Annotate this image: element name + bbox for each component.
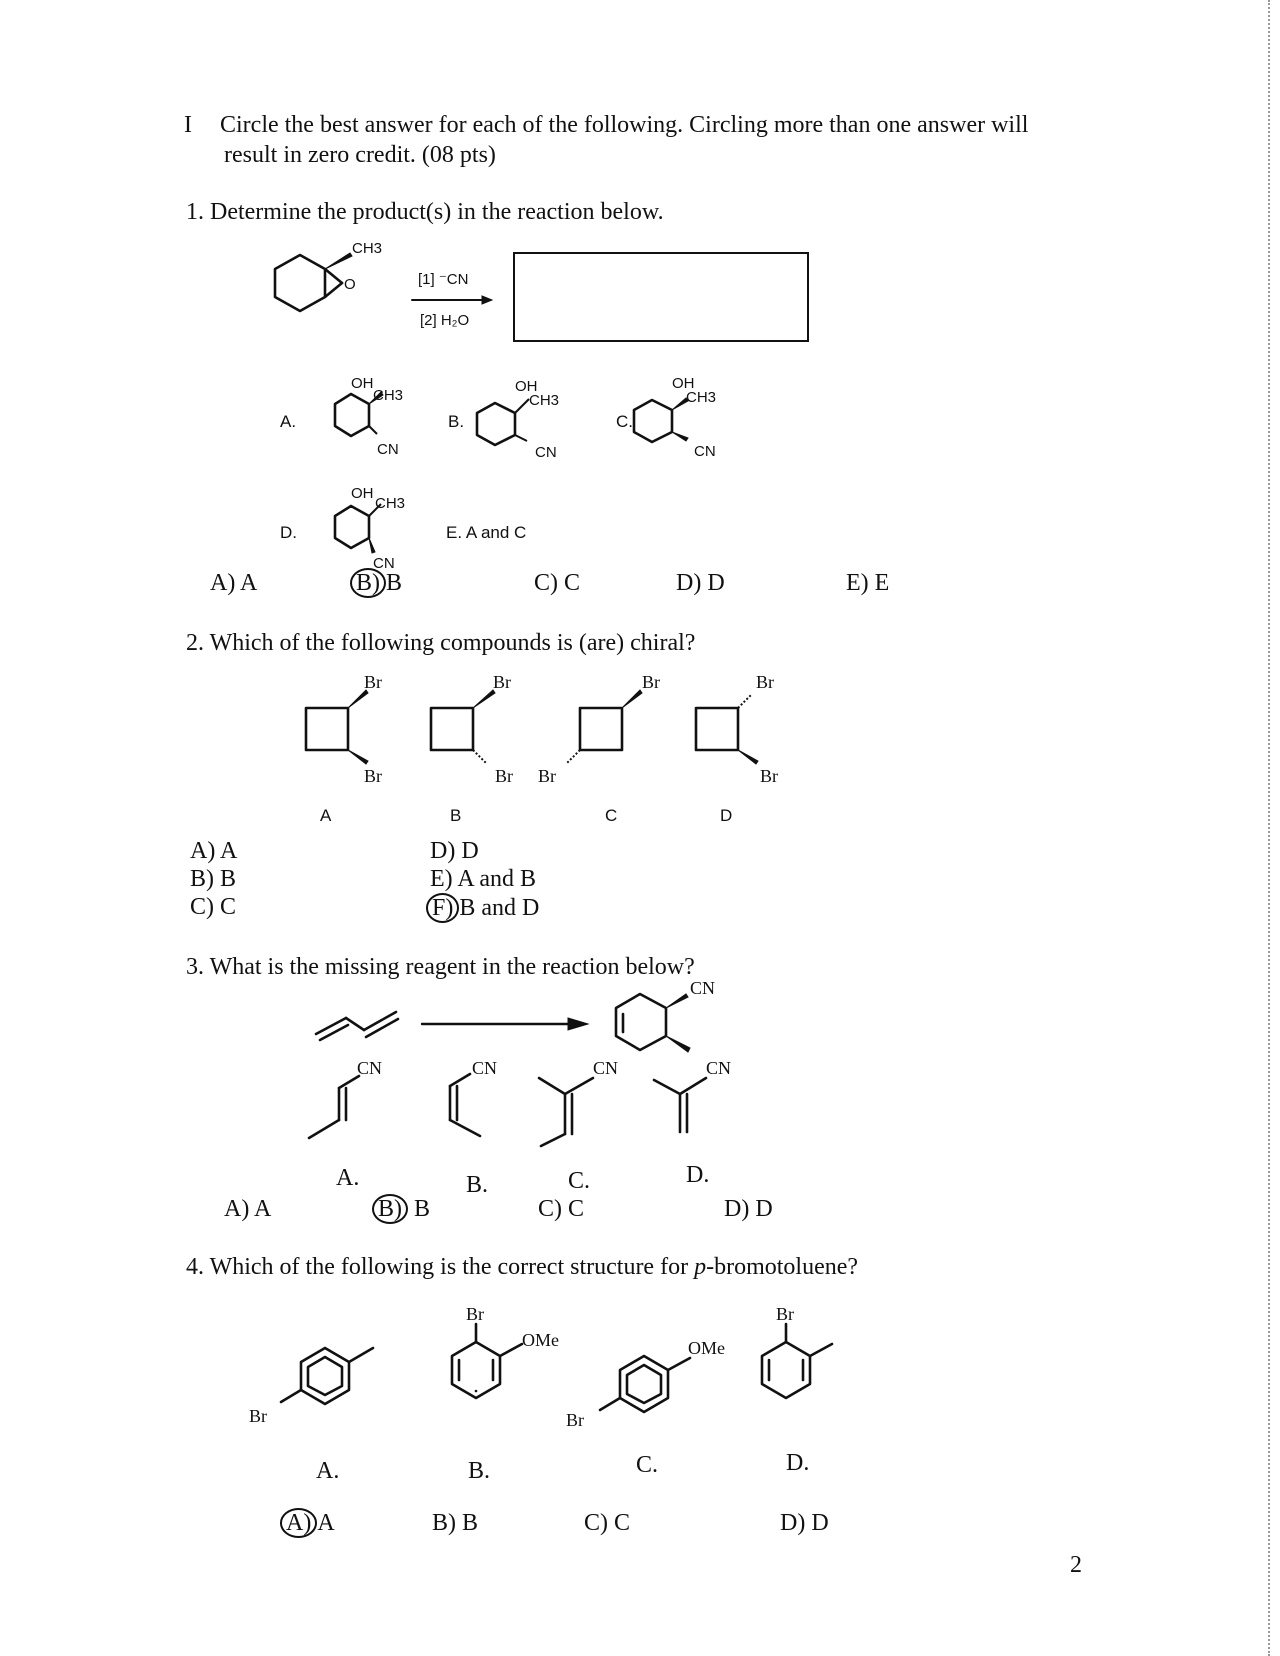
q1-struct-label-e: E. A and C — [446, 523, 527, 542]
q3-choice-d[interactable]: D) D — [724, 1196, 773, 1222]
q2-choice-a[interactable]: A) A — [190, 838, 238, 864]
br-label: Br — [538, 766, 556, 786]
q4-struct-label-a: A. — [316, 1458, 340, 1484]
q1-choice-e[interactable]: E) E — [846, 570, 890, 596]
cn-label: CN — [472, 1058, 498, 1078]
q2-choice-d[interactable]: D) D — [430, 838, 479, 864]
q4-choice-c[interactable]: C) C — [584, 1510, 631, 1536]
ome-label: OMe — [688, 1338, 725, 1358]
answer-circle: A) — [280, 1508, 317, 1538]
q3-choice-a[interactable]: A) A — [224, 1196, 272, 1222]
q1-reagent1: [1] ⁻CN — [418, 271, 469, 288]
q1-choice-a[interactable]: A) A — [210, 570, 258, 596]
q1-choice-c[interactable]: C) C — [534, 570, 581, 596]
q1-structure-d — [315, 482, 425, 572]
answer-circle: F) — [426, 893, 459, 923]
q2-prompt: 2. Which of the following compounds is (are) chiral? — [186, 630, 696, 656]
br-label: Br — [756, 672, 774, 692]
q2-structure-c — [530, 668, 660, 786]
oh-label: OH — [515, 378, 538, 395]
br-label: Br — [760, 766, 778, 786]
q4-choice-b[interactable]: B) B — [432, 1510, 479, 1536]
br-label: Br — [776, 1304, 794, 1324]
q3-structure-b — [440, 1060, 550, 1150]
scan-edge — [1267, 0, 1270, 1656]
q1-reactant-ch3: CH3 — [352, 240, 383, 257]
br-label: Br — [493, 672, 511, 692]
ome-label: OMe — [522, 1330, 559, 1350]
cn-label: CN — [706, 1058, 732, 1078]
ch3-label: CH3 — [373, 387, 404, 404]
q3-choice-b[interactable]: B) B — [372, 1194, 430, 1224]
oh-label: OH — [351, 375, 374, 392]
q4-structure-a — [245, 1340, 395, 1440]
q3-structure-a — [305, 1060, 415, 1150]
q1-reactant-structure — [270, 240, 390, 335]
q2-choice-b[interactable]: B) B — [190, 866, 237, 892]
q1-structure-b — [475, 375, 585, 465]
cn-label: CN — [357, 1058, 383, 1078]
cn-label: CN — [373, 555, 395, 572]
q2-structure-a — [300, 668, 410, 786]
q4-structure-c — [560, 1340, 740, 1440]
q2-choice-e[interactable]: E) A and B — [430, 866, 537, 892]
q1-struct-label-b: B. — [448, 412, 465, 431]
q1-reaction-arrow — [412, 294, 492, 306]
section-numeral: I — [184, 112, 192, 138]
instructions-line1: Circle the best answer for each of the following. Circling more than one answer will — [220, 112, 1029, 138]
q3-struct-label-c: C. — [568, 1168, 591, 1194]
q4-prompt: 4. Which of the following is the correct structure for p-bromotoluene? — [186, 1254, 859, 1280]
q2-structure-d — [690, 668, 800, 786]
q2-struct-label-b: B — [450, 806, 462, 825]
q4-struct-label-c: C. — [636, 1452, 659, 1478]
q2-struct-label-a: A — [320, 806, 332, 825]
q1-struct-label-c: C. — [616, 412, 633, 431]
q3-structure-d — [650, 1060, 760, 1150]
q4-structure-d — [740, 1300, 870, 1430]
page-number: 2 — [1070, 1552, 1082, 1578]
answer-circle: B) — [372, 1194, 408, 1224]
q1-structure-c — [632, 372, 742, 462]
cn-label: CN — [593, 1058, 619, 1078]
q1-struct-label-d: D. — [280, 523, 297, 542]
br-label: Br — [495, 766, 513, 786]
q2-choice-c[interactable]: C) C — [190, 894, 237, 920]
br-label: Br — [642, 672, 660, 692]
q4-choice-a[interactable]: A) A — [280, 1508, 335, 1538]
oh-label: OH — [351, 485, 374, 502]
cn-label: CN — [377, 441, 399, 458]
ch3-label: CH3 — [375, 495, 406, 512]
q3-prompt: 3. What is the missing reagent in the reaction below? — [186, 954, 695, 980]
epoxide-o-label: O — [344, 276, 356, 293]
q4-choice-d[interactable]: D) D — [780, 1510, 829, 1536]
oh-label: OH — [672, 375, 695, 392]
q4-struct-label-b: B. — [468, 1458, 491, 1484]
q3-struct-label-d: D. — [686, 1162, 710, 1188]
q1-choice-b[interactable]: B) B — [350, 568, 402, 598]
q1-reagent2: [2] H₂O — [420, 312, 470, 329]
q1-struct-label-a: A. — [280, 412, 297, 431]
cn-label: CN — [535, 444, 557, 461]
q2-structure-b — [425, 668, 535, 786]
cn-label: CN — [694, 443, 716, 460]
q2-struct-label-c: C — [605, 806, 618, 825]
br-label: Br — [364, 672, 382, 692]
q4-struct-label-d: D. — [786, 1450, 810, 1476]
br-label: Br — [466, 1304, 484, 1324]
q3-struct-label-b: B. — [466, 1172, 489, 1198]
q1-answer-box[interactable] — [513, 252, 809, 342]
br-label: Br — [566, 1410, 584, 1430]
instructions-line2: result in zero credit. (08 pts) — [224, 142, 496, 168]
q3-structure-c — [535, 1060, 645, 1150]
q3-choice-c[interactable]: C) C — [538, 1196, 585, 1222]
br-label: Br — [249, 1406, 267, 1426]
answer-circle: B) — [350, 568, 386, 598]
q2-choice-f[interactable]: F) B and D — [426, 893, 539, 923]
ch3-label: CH3 — [529, 392, 560, 409]
q3-struct-label-a: A. — [336, 1165, 360, 1191]
ch3-label: CH3 — [686, 389, 717, 406]
q1-structure-a — [315, 370, 425, 460]
cn-label: CN — [690, 978, 716, 998]
q1-prompt: 1. Determine the product(s) in the reaction below. — [186, 199, 664, 225]
q1-choice-d[interactable]: D) D — [676, 570, 725, 596]
br-label: Br — [364, 766, 382, 786]
q3-reaction-arrow — [420, 1017, 590, 1031]
q2-struct-label-d: D — [720, 806, 733, 825]
q3-diene-structure — [310, 1000, 410, 1050]
